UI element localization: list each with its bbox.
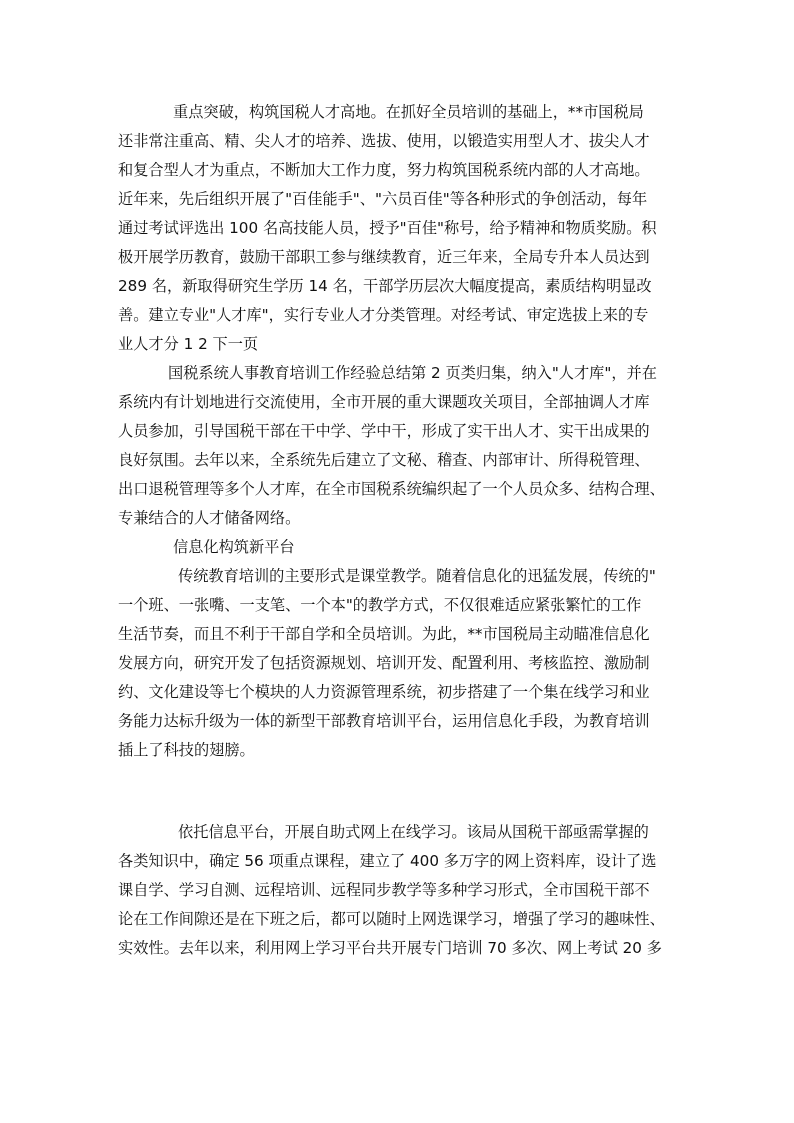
- paragraph-line: 传统教育培训的主要形式是课堂教学。随着信息化的迅猛发展，传统的": [178, 567, 656, 585]
- paragraph-line: 实效性。去年以来，利用网上学习平台共开展专门培训 70 多次、网上考试 20 多: [118, 939, 662, 957]
- paragraph-line: 289 名，新取得研究生学历 14 名，干部学历层次大幅度提高，素质结构明显改: [118, 277, 652, 295]
- paragraph-line: 务能力达标升级为一体的新型干部教育培训平台，运用信息化手段，为教育培训: [118, 712, 650, 730]
- paragraph-line: 发展方向，研究开发了包括资源规划、培训开发、配置利用、考核监控、激励制: [118, 654, 650, 672]
- paragraph-line: 极开展学历教育，鼓励干部职工参与继续教育，近三年来，全局专升本人员达到: [118, 248, 650, 266]
- paragraph-line: 出口退税管理等多个人才库，在全市国税系统编织起了一个人员众多、结构合理、: [118, 480, 665, 498]
- paragraph-line: 业人才分 1 2 下一页: [118, 335, 259, 353]
- paragraph-line: 还非常注重高、精、尖人才的培养、选拔、使用，以锻造实用型人才、拔尖人才: [118, 132, 650, 150]
- paragraph-line: 善。建立专业"人才库"，实行专业人才分类管理。对经考试、审定选拔上来的专: [118, 306, 649, 324]
- section-heading: 信息化构筑新平台: [173, 538, 295, 556]
- paragraph-line: 各类知识中，确定 56 项重点课程，建立了 400 多万字的网上资料库，设计了选: [118, 852, 657, 870]
- paragraph-line: 近年来，先后组织开展了"百佳能手"、"六员百佳"等各种形式的争创活动，每年: [118, 190, 648, 208]
- paragraph-line: 论在工作间隙还是在下班之后，都可以随时上网选课学习，增强了学习的趣味性、: [118, 910, 665, 928]
- paragraph-line: 约、文化建设等七个模块的人力资源管理系统，初步搭建了一个集在线学习和业: [118, 683, 650, 701]
- paragraph-line: 生活节奏，而且不利于干部自学和全员培训。为此，**市国税局主动瞄准信息化: [118, 625, 650, 643]
- paragraph-line: 一个班、一张嘴、一支笔、一个本"的教学方式，不仅很难适应紧张繁忙的工作: [118, 596, 642, 614]
- paragraph-line: 国税系统人事教育培训工作经验总结第 2 页类归集，纳入"人才库"，并在: [168, 364, 657, 382]
- paragraph-line: 人员参加，引导国税干部在干中学、学中干，形成了实干出人才、实干出成果的: [118, 422, 650, 440]
- paragraph-line: 重点突破，构筑国税人才高地。在抓好全员培训的基础上，**市国税局: [173, 103, 644, 121]
- paragraph-line: 通过考试评选出 100 名高技能人员，授予"百佳"称号，给予精神和物质奖励。积: [118, 219, 657, 237]
- paragraph-line: 专兼结合的人才储备网络。: [118, 509, 301, 527]
- paragraph-line: 良好氛围。去年以来，全系统先后建立了文秘、稽查、内部审计、所得税管理、: [118, 451, 650, 469]
- paragraph-line: 依托信息平台，开展自助式网上在线学习。该局从国税干部亟需掌握的: [178, 823, 649, 841]
- paragraph-line: 系统内有计划地进行交流使用，全市开展的重大课题攻关项目，全部抽调人才库: [118, 393, 650, 411]
- paragraph-line: 课自学、学习自测、远程培训、远程同步教学等多种学习形式，全市国税干部不: [118, 881, 650, 899]
- paragraph-line: 和复合型人才为重点，不断加大工作力度，努力构筑国税系统内部的人才高地。: [118, 161, 650, 179]
- paragraph-line: 插上了科技的翅膀。: [118, 741, 255, 759]
